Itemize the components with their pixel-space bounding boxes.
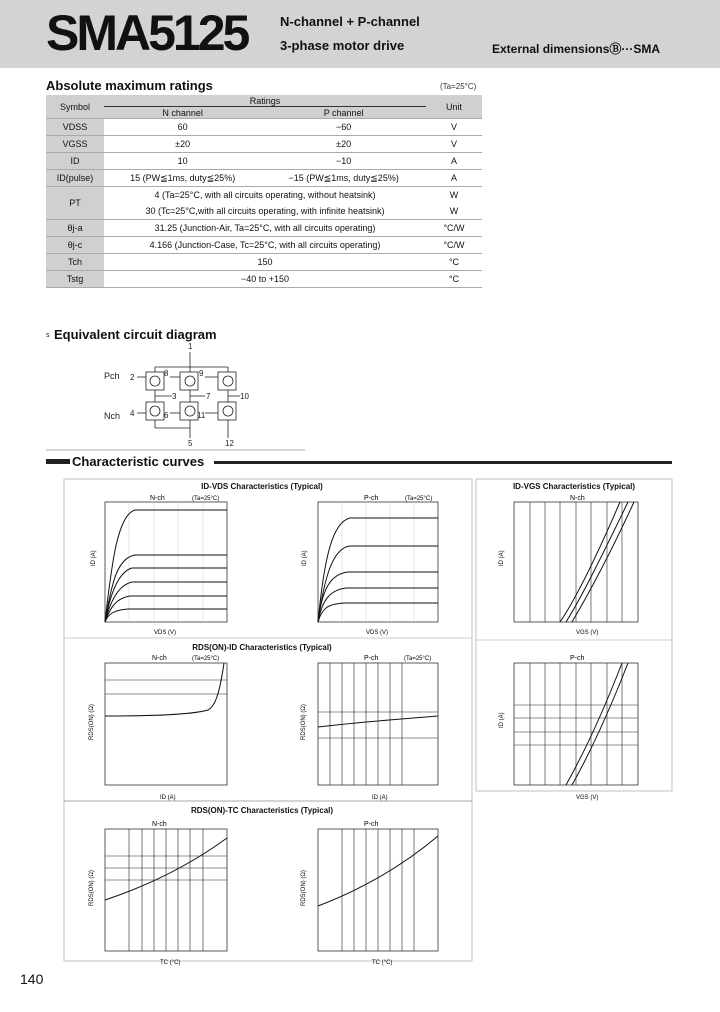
pin-label: 6 [164, 411, 169, 420]
row-unit: W [426, 203, 482, 220]
pch-label: P-ch [364, 821, 379, 828]
external-dimensions: External dimensionsⒷ···SMA [492, 42, 661, 56]
row-p-value: −15 (PW≦1ms, duty≦25%) [261, 170, 426, 187]
y-axis-label: ID (A) [499, 550, 505, 566]
curve-panel-titles [191, 482, 635, 815]
row-n-value: 15 (PW≦1ms, duty≦25%) [104, 170, 261, 187]
row-unit: °C [426, 254, 482, 271]
pin-label: 3 [172, 392, 177, 401]
row-merged-value: 4.166 (Junction-Case, Tc=25°C, with all circuits operating) [104, 237, 426, 254]
nch-label: N-ch [152, 655, 167, 662]
row-merged-value: −40 to +150 [104, 271, 426, 288]
row1-title: ID-VDS Characteristics (Typical) [201, 482, 323, 491]
y-axis-label: RDS(ON) (Ω) [301, 870, 307, 906]
plot-pch-rds-tc [301, 821, 438, 966]
row1-right-title: ID-VGS Characteristics (Typical) [512, 482, 636, 491]
nch-label: N-ch [152, 821, 167, 828]
row-unit: V [426, 119, 482, 136]
row-unit: °C/W [426, 237, 482, 254]
row-symbol: VDSS [46, 119, 104, 136]
pch-label: P-ch [364, 495, 379, 502]
plot-nch-rds-id [89, 655, 227, 801]
row-symbol: Tch [46, 254, 104, 271]
y-axis-label: ID (A) [91, 550, 97, 566]
row-p-value: −10 [261, 153, 426, 170]
condition-label: (Ta=25°C) [405, 496, 433, 502]
pin-label: 5 [188, 439, 193, 448]
condition-label: (Ta=25°C) [192, 656, 220, 662]
circuit-title: Equivalent circuit diagram [54, 327, 217, 342]
y-axis-label: ID (A) [499, 712, 505, 728]
curve-panel-frames [64, 479, 672, 961]
row-symbol: θj-c [46, 237, 104, 254]
row-unit: A [426, 170, 482, 187]
pch-label: Pch [104, 371, 120, 381]
x-axis-label: ID (A) [160, 795, 176, 801]
x-axis-label: VDS (V) [154, 630, 177, 636]
plot-pch-rds-id [301, 655, 438, 801]
ratings-condition: (Ta=25°C) [440, 82, 477, 91]
y-axis-label: RDS(ON) (Ω) [301, 704, 307, 740]
condition-label: (Ta=25°C) [192, 496, 220, 502]
pin-label: 2 [130, 373, 135, 382]
pch-label: P-ch [364, 655, 379, 662]
section-rule [214, 461, 672, 464]
y-axis-label: RDS(ON) (Ω) [89, 870, 95, 906]
row-p-value: −60 [261, 119, 426, 136]
row-unit: °C [426, 271, 482, 288]
row-symbol: PT [46, 187, 104, 220]
row-symbol: VGSS [46, 136, 104, 153]
row-unit: V [426, 136, 482, 153]
pch-label: P-ch [570, 655, 585, 662]
header-n-channel: N channel [104, 107, 261, 119]
row-unit: °C/W [426, 220, 482, 237]
y-axis-label: ID (A) [302, 550, 308, 566]
equivalent-circuit-diagram [46, 352, 305, 450]
pin-label: 7 [206, 392, 211, 401]
nch-label: Nch [104, 411, 121, 421]
plot-nch-rds-tc [89, 821, 227, 966]
curves-title: Characteristic curves [72, 454, 205, 469]
x-axis-label: TC (°C) [372, 960, 393, 966]
row-symbol: ID [46, 153, 104, 170]
nch-label: N-ch [150, 495, 165, 502]
pin-label: 1 [188, 342, 193, 351]
condition-label: (Ta=25°C) [404, 656, 432, 662]
x-axis-label: TC (°C) [160, 960, 181, 966]
page-number: 140 [20, 971, 44, 987]
header-ratings: Ratings [104, 95, 426, 107]
x-axis-label: VGS (V) [576, 630, 599, 636]
x-axis-label: ID (A) [372, 795, 388, 801]
row-n-value: ±20 [104, 136, 261, 153]
row-merged-value: 150 [104, 254, 426, 271]
header-unit: Unit [426, 95, 482, 119]
subtitle-line-2: 3-phase motor drive [280, 38, 405, 53]
row2-title: RDS(ON)-ID Characteristics (Typical) [192, 643, 332, 652]
row3-title: RDS(ON)-TC Characteristics (Typical) [190, 806, 334, 815]
subtitle-line-1: N-channel + P-channel [280, 14, 420, 29]
section-marker: s [46, 332, 50, 339]
row-n-value: 60 [104, 119, 261, 136]
header-symbol: Symbol [46, 95, 104, 119]
row-unit: A [426, 153, 482, 170]
row-symbol: Tstg [46, 271, 104, 288]
x-axis-label: VGS (V) [576, 795, 599, 801]
plot-pch-id-vgs [499, 655, 638, 801]
section-bar [46, 459, 70, 464]
ratings-title: Absolute maximum ratings [46, 78, 213, 93]
row-symbol: θj-a [46, 220, 104, 237]
y-axis-label: RDS(ON) (Ω) [89, 704, 95, 740]
nch-label: N-ch [570, 495, 585, 502]
row-n-value: 10 [104, 153, 261, 170]
plot-nch-id-vds [91, 495, 227, 636]
pin-label: 8 [164, 369, 169, 378]
plot-nch-id-vgs [499, 495, 638, 636]
row-merged-value: 4 (Ta=25°C, with all circuits operating, without heatsink) [154, 190, 376, 200]
row-unit: W [449, 190, 459, 200]
row-merged-value: 30 (Tc=25°C,with all circuits operating, with infinite heatsink) [104, 203, 426, 220]
plot-pch-id-vds [302, 495, 438, 636]
row-symbol: ID(pulse) [46, 170, 104, 187]
header-p-channel: P channel [261, 107, 426, 119]
pin-label: 9 [199, 369, 204, 378]
x-axis-label: VDS (V) [366, 630, 389, 636]
pin-label: 11 [197, 411, 206, 420]
pin-label: 12 [225, 439, 234, 448]
row-p-value: ±20 [261, 136, 426, 153]
pin-label: 4 [130, 409, 135, 418]
pin-label: 10 [240, 392, 249, 401]
row-merged-value: 31.25 (Junction-Air, Ta=25°C, with all circuits operating) [104, 220, 426, 237]
part-number: SMA5125 [46, 5, 248, 61]
